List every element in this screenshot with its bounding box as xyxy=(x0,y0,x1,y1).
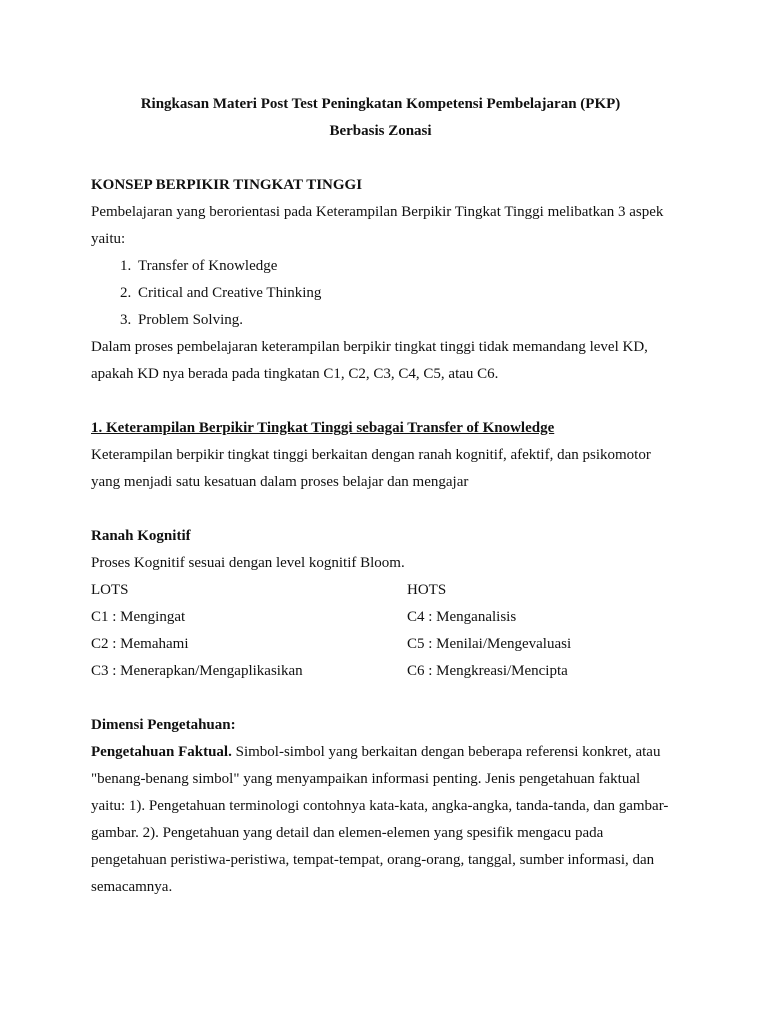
dimensi-heading: Dimensi Pengetahuan: xyxy=(91,717,236,733)
spacer xyxy=(91,388,670,415)
list-item: 2. Critical and Creative Thinking xyxy=(135,280,670,307)
bloom-hots-cell: C4 : Menganalisis xyxy=(407,609,517,625)
bloom-row xyxy=(91,631,670,658)
bloom-row xyxy=(91,604,670,631)
faktual-paragraph xyxy=(91,739,670,901)
bloom-row xyxy=(91,658,670,685)
bloom-hots-cell: C6 : Mengkreasi/Mencipta xyxy=(407,663,568,679)
bloom-lots-cell: C3 : Menerapkan/Mengaplikasikan xyxy=(91,663,303,679)
list-item: 1. Transfer of Knowledge xyxy=(135,253,670,280)
aspect-list xyxy=(91,253,670,334)
section1-closing: Dalam proses pembelajaran keterampilan berpikir tingkat tinggi tidak memandang level KD, apakah KD nya berada pada tingkatan C1, C2, C3, C4, C5, atau C6. xyxy=(91,339,648,382)
section1-intro: Pembelajaran yang berorientasi pada Keterampilan Berpikir Tingkat Tinggi melibatkan 3 aspek yaitu: xyxy=(91,204,664,247)
spacer xyxy=(91,496,670,523)
spacer xyxy=(91,145,670,172)
faktual-label: Pengetahuan Faktual. xyxy=(91,744,232,760)
section2-heading: 1. Keterampilan Berpikir Tingkat Tinggi sebagai Transfer of Knowledge xyxy=(91,420,555,436)
section1-heading: KONSEP BERPIKIR TINGKAT TINGGI xyxy=(91,177,363,193)
doc-title-line1: Ringkasan Materi Post Test Peningkatan Kompetensi Pembelajaran (PKP) xyxy=(140,96,621,112)
bloom-lots-cell: C1 : Mengingat xyxy=(91,609,186,625)
bloom-hots-cell: HOTS xyxy=(407,582,447,598)
bloom-lots-cell: C2 : Memahami xyxy=(91,636,189,652)
bloom-row xyxy=(91,577,670,604)
ranah-intro: Proses Kognitif sesuai dengan level kognitif Bloom. xyxy=(91,555,405,571)
list-item: 3. Problem Solving. xyxy=(135,307,670,334)
spacer xyxy=(91,685,670,712)
section2-body: Keterampilan berpikir tingkat tinggi berkaitan dengan ranah kognitif, afektif, dan psikomotor yang menjadi satu kesatuan dalam proses belajar dan mengajar xyxy=(91,447,651,490)
ranah-heading: Ranah Kognitif xyxy=(91,528,191,544)
bloom-hots-cell: C5 : Menilai/Mengevaluasi xyxy=(407,636,572,652)
bloom-lots-cell: LOTS xyxy=(91,582,129,598)
faktual-body: Simbol-simbol yang berkaitan dengan beberapa referensi konkret, atau "benang-benang simbol" yang menyampaikan informasi penting. Jenis pengetahuan faktual yaitu: 1). Pengetahuan terminologi contohnya kata-kata, angka-angka, tanda-tanda, dan gambar-gambar. 2). Pengetahuan yang detail dan elemen-elemen yang spesifik mengacu pada pengetahuan peristiwa-peristiwa, tempat-tempat, orang-orang, tanggal, sumber informasi, dan semacamnya. xyxy=(91,744,669,895)
doc-title-line2: Berbasis Zonasi xyxy=(329,123,432,139)
